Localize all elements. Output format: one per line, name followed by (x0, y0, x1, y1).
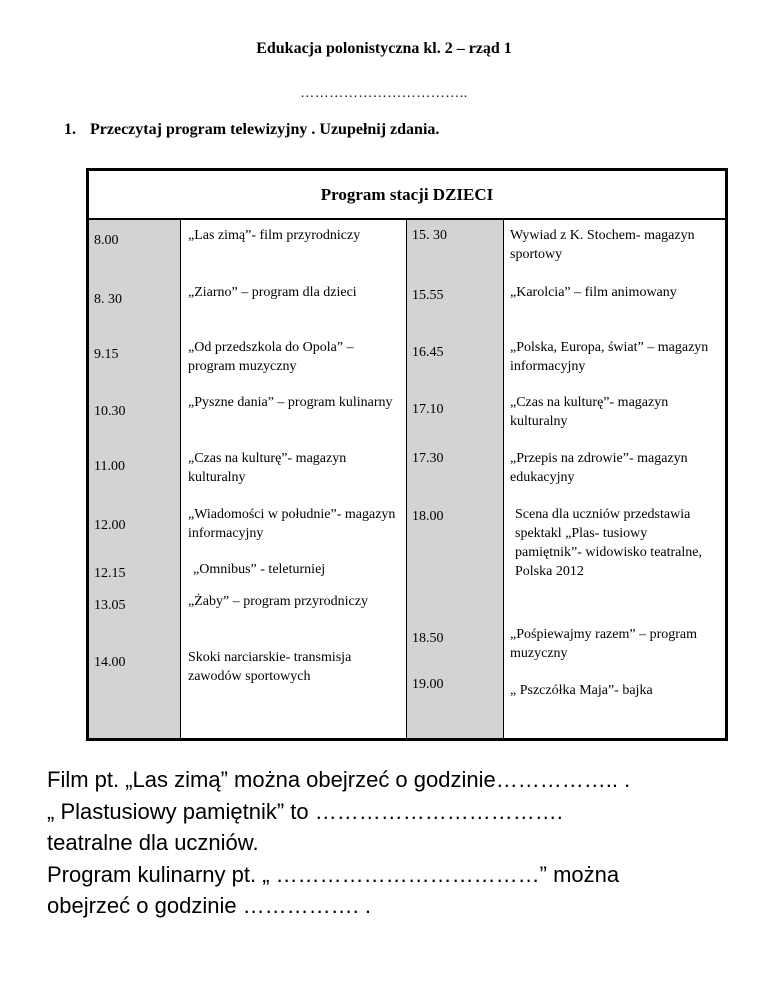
right-program: „Czas na kulturę”- magazyn kulturalny (510, 395, 669, 429)
task-instruction (64, 121, 439, 139)
right-time: 18.50 (412, 631, 444, 646)
left-time: 13.05 (94, 598, 126, 613)
left-program: „Las zimą”- film przyrodniczy (188, 228, 361, 243)
left-program: „Omnibus” - teleturniej (193, 562, 326, 577)
right-time: 17.30 (412, 451, 444, 466)
left-time: 8.00 (94, 233, 119, 248)
left-time: 14.00 (94, 655, 126, 670)
task-number: 1. (64, 121, 76, 138)
left-time: 10.30 (94, 404, 126, 419)
left-time: 11.00 (94, 459, 125, 474)
right-program: „Pośpiewajmy razem” – program muzyczny (510, 627, 697, 661)
name-line: …………………………….. (300, 86, 468, 101)
sentence-line: „ Plastusiowy pamiętnik” to ……………………………. (47, 798, 563, 824)
right-time: 15. 30 (412, 228, 447, 243)
task-text: Przeczytaj program telewizyjny . Uzupełnij zdania. (90, 121, 440, 138)
left-program: „Żaby” – program przyrodniczy (188, 594, 368, 609)
left-program: „Wiadomości w południe”- magazyn informacyjny (188, 507, 396, 541)
right-program: Wywiad z K. Stochem- magazyn sportowy (510, 228, 695, 262)
table-caption: Program stacji DZIECI (89, 171, 725, 220)
divider (503, 220, 504, 738)
sentence-line: teatralne dla uczniów. (47, 830, 259, 855)
right-program: „Karolcia” – film animowany (510, 285, 677, 300)
left-program: „Ziarno” – program dla dzieci (188, 285, 357, 300)
left-program: „Od przedszkola do Opola” – program muzyczny (188, 340, 354, 374)
left-time: 8. 30 (94, 292, 122, 307)
left-program: Skoki narciarskie- transmisja zawodów sportowych (188, 650, 352, 684)
left-time: 12.15 (94, 566, 126, 581)
right-program: „Przepis na zdrowie”- magazyn edukacyjny (510, 451, 688, 485)
right-time: 19.00 (412, 677, 444, 692)
sentence-line: obejrzeć o godzinie ……………. . (47, 893, 372, 918)
page-title: Edukacja polonistyczna kl. 2 – rząd 1 (256, 40, 512, 57)
left-program: „Czas na kulturę”- magazyn kulturalny (188, 451, 347, 485)
left-time: 9.15 (94, 347, 119, 362)
divider (180, 220, 181, 738)
sentence-line: Film pt. „Las zimą” można obejrzeć o godzinie…………….. . (47, 767, 631, 792)
right-program: Scena dla uczniów przedstawia spektakl „Plas- tusiowy pamiętnik”- widowisko teatralne, Polska 2012 (515, 507, 702, 579)
right-time: 16.45 (412, 345, 444, 360)
right-time: 15.55 (412, 288, 444, 303)
right-program: „Polska, Europa, świat” – magazyn informacyjny (510, 340, 709, 374)
left-program: „Pyszne dania” – program kulinarny (188, 395, 393, 410)
right-time: 18.00 (412, 509, 444, 524)
fill-in-sentences (47, 764, 747, 922)
divider (406, 220, 407, 738)
left-time: 12.00 (94, 518, 126, 533)
right-program: „ Pszczółka Maja”- bajka (510, 683, 653, 698)
sentence-line: Program kulinarny pt. „ ………………………………” można (47, 861, 620, 887)
right-time: 17.10 (412, 402, 444, 417)
